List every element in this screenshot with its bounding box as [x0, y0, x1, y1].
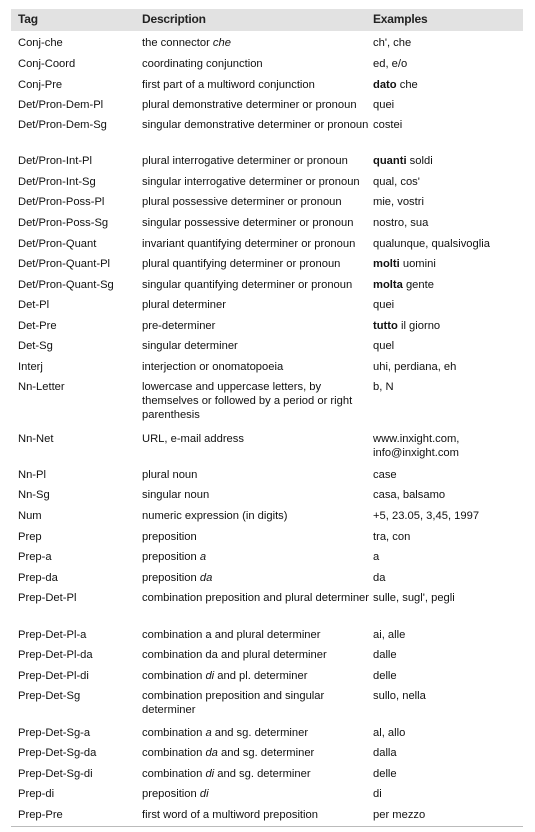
table-row: [11, 767, 523, 787]
description-italic: a: [205, 727, 212, 739]
description-text: invariant quantifying determiner or pronoun: [142, 238, 356, 250]
example-text: uomini: [399, 258, 436, 270]
example-text: www.inxight.com, info@inxight.com: [373, 433, 460, 459]
cell-tag: Det-Pre: [18, 320, 57, 332]
cell-tag: Prep-Det-Pl-a: [18, 629, 87, 641]
table-row: [11, 78, 523, 98]
example-text: dalle: [373, 649, 397, 661]
cell-tag: Det/Pron-Int-Pl: [18, 155, 92, 167]
cell-examples: [373, 98, 521, 112]
description-text: plural interrogative determiner or pronoun: [142, 155, 348, 167]
header-examples: Examples: [373, 12, 428, 26]
description-italic: a: [199, 551, 207, 563]
cell-examples: [373, 808, 521, 822]
cell-tag: Det/Pron-Dem-Sg: [18, 119, 107, 131]
description-italic: da: [205, 747, 218, 759]
bottom-rule: [11, 826, 523, 827]
description-text: combination: [142, 747, 206, 759]
description-text-after: and sg. determiner: [211, 727, 309, 739]
table-row: [11, 787, 523, 808]
cell-description: [142, 175, 370, 189]
description-text: preposition: [142, 551, 200, 563]
cell-description: [142, 468, 370, 482]
example-text: quei: [373, 99, 395, 111]
cell-tag: Conj-Coord: [18, 58, 76, 70]
cell-examples: [373, 195, 521, 209]
cell-examples: [373, 550, 521, 564]
description-text-after: and sg. determiner: [217, 747, 315, 759]
cell-description: [142, 432, 370, 446]
description-text: numeric expression (in digits): [142, 510, 288, 522]
table-row: [11, 339, 523, 360]
table-row: [11, 550, 523, 571]
cell-tag: Conj-Pre: [18, 79, 63, 91]
example-text: gente: [402, 279, 434, 291]
cell-examples: [373, 488, 521, 502]
cell-description: [142, 380, 370, 422]
cell-description: [142, 298, 370, 312]
description-text: singular determiner: [142, 340, 238, 352]
cell-tag: Prep-di: [18, 788, 55, 800]
example-bold: quanti: [373, 155, 407, 167]
cell-examples: [373, 648, 521, 662]
cell-description: [142, 319, 370, 333]
table-row: [11, 154, 523, 175]
example-text: da: [373, 572, 386, 584]
description-italic: che: [212, 37, 231, 49]
cell-examples: [373, 278, 521, 292]
cell-description: [142, 360, 370, 374]
cell-tag: Nn-Letter: [18, 381, 65, 393]
example-text: soldi: [406, 155, 433, 167]
example-text: qual, cos': [373, 176, 420, 188]
description-italic: di: [205, 768, 215, 780]
table-row: [11, 468, 523, 488]
table-row: [11, 195, 523, 216]
cell-description: [142, 278, 370, 292]
example-bold: molti: [373, 258, 400, 270]
description-text: preposition: [142, 531, 197, 543]
cell-tag: Prep-Pre: [18, 809, 63, 821]
cell-examples: [373, 118, 521, 132]
cell-tag: Prep-Det-Sg-da: [18, 747, 97, 759]
description-text: combination da and plural determiner: [142, 649, 327, 661]
table-row: [11, 278, 523, 298]
description-italic: di: [199, 788, 209, 800]
cell-examples: [373, 509, 521, 523]
table-row: [11, 571, 523, 591]
cell-tag: Prep: [18, 531, 42, 543]
cell-tag: Det/Pron-Poss-Pl: [18, 196, 105, 208]
cell-description: [142, 669, 370, 683]
cell-examples: [373, 767, 521, 781]
example-text: +5, 23.05, 3,45, 1997: [373, 510, 480, 522]
cell-description: [142, 746, 370, 760]
example-bold: dato: [373, 79, 397, 91]
table-row: [11, 175, 523, 195]
cell-description: [142, 726, 370, 740]
cell-description: [142, 767, 370, 781]
description-text: combination a and plural determiner: [142, 629, 321, 641]
description-text: plural noun: [142, 469, 198, 481]
description-text: interjection or onomatopoeia: [142, 361, 284, 373]
description-italic: da: [199, 572, 213, 584]
cell-description: [142, 339, 370, 353]
cell-description: [142, 509, 370, 523]
description-text: coordinating conjunction: [142, 58, 263, 70]
example-text: per mezzo: [373, 809, 426, 821]
cell-examples: [373, 175, 521, 189]
cell-examples: [373, 746, 521, 760]
cell-tag: Prep-Det-Sg: [18, 690, 81, 702]
cell-description: [142, 237, 370, 251]
table-row: [11, 530, 523, 550]
cell-tag: Prep-Det-Pl: [18, 592, 77, 604]
example-text: uhi, perdiana, eh: [373, 361, 457, 373]
cell-examples: [373, 57, 521, 71]
example-text: delle: [373, 670, 397, 682]
cell-description: [142, 57, 370, 71]
cell-examples: [373, 726, 521, 740]
table-row: [11, 319, 523, 339]
cell-description: [142, 257, 370, 271]
example-bold: tutto: [373, 320, 398, 332]
table-row: [11, 380, 523, 432]
cell-examples: [373, 669, 521, 683]
example-text: sulle, sugl', pegli: [373, 592, 455, 604]
cell-tag: Det/Pron-Poss-Sg: [18, 217, 109, 229]
example-text: nostro, sua: [373, 217, 429, 229]
cell-description: [142, 36, 370, 50]
cell-tag: Nn-Sg: [18, 489, 50, 501]
cell-description: [142, 689, 370, 717]
header-tag: Tag: [18, 12, 38, 26]
cell-examples: [373, 298, 521, 312]
description-text: singular possessive determiner or pronoun: [142, 217, 354, 229]
table-row: [11, 509, 523, 530]
cell-tag: Prep-Det-Pl-di: [18, 670, 89, 682]
description-text: plural possessive determiner or pronoun: [142, 196, 342, 208]
example-text: di: [373, 788, 382, 800]
table-row: [11, 257, 523, 278]
cell-examples: [373, 432, 521, 460]
description-text: plural demonstrative determiner or pronoun: [142, 99, 357, 111]
cell-description: [142, 787, 370, 801]
cell-description: [142, 648, 370, 662]
table-header: [11, 9, 523, 31]
cell-description: [142, 550, 370, 564]
cell-tag: Det-Pl: [18, 299, 50, 311]
cell-tag: Det/Pron-Quant-Pl: [18, 258, 111, 270]
cell-description: [142, 118, 370, 132]
description-text: combination: [142, 670, 206, 682]
cell-examples: [373, 591, 521, 605]
description-text: lowercase and uppercase letters, by themselves or followed by a period or right parenthesis: [142, 381, 353, 421]
cell-examples: [373, 36, 521, 50]
cell-description: [142, 154, 370, 168]
description-text: combination: [142, 768, 206, 780]
description-text: preposition: [142, 572, 200, 584]
description-text: singular quantifying determiner or pronoun: [142, 279, 353, 291]
cell-description: [142, 488, 370, 502]
description-text: pre-determiner: [142, 320, 216, 332]
cell-tag: Conj-che: [18, 37, 63, 49]
example-text: ch', che: [373, 37, 412, 49]
example-text: casa, balsamo: [373, 489, 446, 501]
cell-tag: Nn-Net: [18, 433, 54, 445]
cell-tag: Det/Pron-Int-Sg: [18, 176, 96, 188]
example-text: il giorno: [397, 320, 441, 332]
cell-tag: Num: [18, 510, 42, 522]
cell-examples: [373, 339, 521, 353]
example-text: quei: [373, 299, 395, 311]
cell-examples: [373, 319, 521, 333]
table-row: [11, 98, 523, 118]
table-row: [11, 628, 523, 648]
example-text: case: [373, 469, 397, 481]
cell-examples: [373, 468, 521, 482]
example-bold: molta: [373, 279, 403, 291]
cell-description: [142, 571, 370, 585]
description-text: singular demonstrative determiner or pronoun: [142, 119, 369, 131]
cell-examples: [373, 216, 521, 230]
header-description: Description: [142, 12, 206, 26]
description-text: URL, e-mail address: [142, 433, 244, 445]
cell-tag: Prep-Det-Sg-a: [18, 727, 91, 739]
cell-tag: Nn-Pl: [18, 469, 46, 481]
example-text: delle: [373, 768, 397, 780]
table-row: [11, 298, 523, 319]
description-text: first word of a multiword preposition: [142, 809, 318, 821]
table-row: [11, 808, 523, 828]
table-row: [11, 669, 523, 689]
cell-examples: [373, 530, 521, 544]
table-row: [11, 57, 523, 78]
table-row: [11, 216, 523, 237]
cell-examples: [373, 628, 521, 642]
description-text: combination preposition and plural determiner: [142, 592, 369, 604]
cell-examples: [373, 571, 521, 585]
table-body: [11, 36, 523, 828]
table-row: [11, 746, 523, 767]
cell-description: [142, 216, 370, 230]
cell-description: [142, 530, 370, 544]
example-text: qualunque, qualsivoglia: [373, 238, 490, 250]
example-text: sullo, nella: [373, 690, 426, 702]
cell-tag: Det/Pron-Dem-Pl: [18, 99, 104, 111]
cell-description: [142, 628, 370, 642]
table-row: [11, 360, 523, 380]
table-row: [11, 36, 523, 57]
example-text: mie, vostri: [373, 196, 424, 208]
example-text: quel: [373, 340, 395, 352]
table-row: [11, 488, 523, 509]
table-row: [11, 118, 523, 154]
cell-examples: [373, 78, 521, 92]
description-italic: di: [205, 670, 215, 682]
cell-tag: Interj: [18, 361, 43, 373]
example-text: ed, e/o: [373, 58, 408, 70]
cell-description: [142, 78, 370, 92]
description-text-after: and sg. determiner: [214, 768, 311, 780]
table-row: [11, 591, 523, 628]
cell-examples: [373, 787, 521, 801]
example-text: che: [396, 79, 418, 91]
cell-tag: Prep-a: [18, 551, 52, 563]
cell-examples: [373, 380, 521, 394]
table-row: [11, 237, 523, 257]
table-row: [11, 726, 523, 746]
description-text: combination preposition and singular determiner: [142, 690, 325, 716]
table-row: [11, 689, 523, 726]
table-row: [11, 648, 523, 669]
cell-tag: Prep-da: [18, 572, 58, 584]
cell-tag: Det-Sg: [18, 340, 53, 352]
description-text: preposition: [142, 788, 200, 800]
description-text: plural quantifying determiner or pronoun: [142, 258, 341, 270]
example-text: a: [373, 551, 380, 563]
tag-table: [11, 9, 523, 828]
cell-tag: Det/Pron-Quant: [18, 238, 97, 250]
cell-examples: [373, 360, 521, 374]
description-text-after: and pl. determiner: [214, 670, 308, 682]
example-text: b, N: [373, 381, 394, 393]
cell-tag: Prep-Det-Sg-di: [18, 768, 93, 780]
cell-description: [142, 591, 370, 605]
cell-description: [142, 195, 370, 209]
description-text: combination: [142, 727, 206, 739]
example-text: tra, con: [373, 531, 411, 543]
table-row: [11, 432, 523, 468]
cell-description: [142, 808, 370, 822]
example-text: dalla: [373, 747, 397, 759]
description-text: first part of a multiword conjunction: [142, 79, 315, 91]
description-text: plural determiner: [142, 299, 226, 311]
example-text: costei: [373, 119, 403, 131]
cell-examples: [373, 237, 521, 251]
example-text: ai, alle: [373, 629, 406, 641]
cell-examples: [373, 689, 521, 703]
example-text: al, allo: [373, 727, 406, 739]
cell-tag: Prep-Det-Pl-da: [18, 649, 93, 661]
cell-examples: [373, 257, 521, 271]
description-text: singular noun: [142, 489, 210, 501]
cell-examples: [373, 154, 521, 168]
description-text: the connector: [142, 37, 213, 49]
cell-tag: Det/Pron-Quant-Sg: [18, 279, 114, 291]
description-text: singular interrogative determiner or pronoun: [142, 176, 360, 188]
cell-description: [142, 98, 370, 112]
